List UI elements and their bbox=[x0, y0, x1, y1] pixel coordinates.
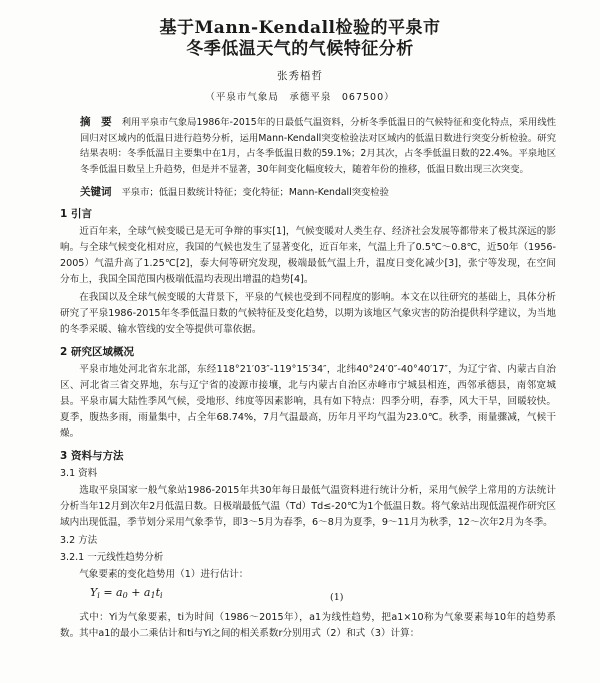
section-3-2-1-intro: 气象要素的变化趋势用（1）进行估计： bbox=[79, 569, 249, 580]
section-3-2-1-heading: 3.2.1 一元线性趋势分析 bbox=[60, 552, 164, 563]
equation-definitions: 式中：Yi为气象要素，ti为时间（1986～2015年），a1为线性趋势，把a1×10称为气象要素每10年的趋势系数。其中a1的最小二乘估计和ti与Yi之间的相关系数r分别用式（2）和式（3）计算： bbox=[60, 612, 556, 639]
section-3-2-heading: 3.2 方法 bbox=[60, 535, 98, 546]
section-2-paragraph-1: 平泉市地处河北省东北部，东经118°21′03″-119°15′34″，北纬40°24′0″-40°40′17″，为辽宁省、内蒙古自治区、河北省三省交界地，东与辽宁省的凌源市接壤，北与内蒙古自治区赤峰市宁城县相连，西邻承德县，南邻宽城县。平泉市属大陆性季风气候，受地形、纬度等因素影响，具有如下特点：四季分明，春季，风大干旱，回暖较快。夏季，腹热多雨，雨量集中，占全年68.74%，7月气温最高，历年月平均气温为23.0℃。秋季，雨量骤减，气候干燥。 bbox=[60, 364, 556, 439]
abstract-text: 利用平泉市气象局1986年-2015年的日最低气温资料，分析冬季低温日的气候特征和变化特点，采用线性回归对区域内的低温日进行趋势分析，运用Mann-Kendall突变检验法对区域内的低温日数进行突变分析检验。研究结果表明：冬季低温日主要集中在1月，占冬季低温日数的59.1%；2月其次，占冬季低温日数的22.4%。平泉地区冬季低温日数呈上升趋势，但是并不显著，30年间变化幅度较大，随着年份的推移，低温日数出现三次突变。 bbox=[80, 117, 556, 175]
abstract-label: 摘 要 bbox=[80, 116, 112, 128]
section-3-heading: 3 资料与方法 bbox=[60, 450, 124, 462]
keywords-text: 平泉市；低温日数统计特征；变化特征；Mann-Kendall突变检验 bbox=[121, 187, 389, 198]
section-2-heading: 2 研究区域概况 bbox=[60, 346, 134, 358]
keywords-label: 关键词 bbox=[80, 186, 112, 198]
section-1-paragraph-1: 近百年来，全球气候变暖已是无可争辩的事实[1]，气候变暖对人类生存、经济社会发展等都带来了极其深远的影响。与全球气候变化相对应，我国的气候也发生了显著变化，近百年来，气温上升了0.5℃～0.8℃，近50年（1956-2005）气温升高了1.25℃[2]，泰大何等研究发现，极端最低气温上升，温度日变化减少[3]，张宁等发现，在空间分布上，我国全国范围内极端低温均表现出增温的趋势[4]。 bbox=[60, 226, 556, 285]
keywords bbox=[80, 185, 556, 200]
affiliation: （平泉市气象局 承德平泉 067500） bbox=[205, 92, 395, 103]
section-3-1-paragraph: 选取平泉国家一般气象站1986-2015年共30年每日最低气温资料进行统计分析，采用气候学上常用的方法统计分析当年12月到次年2月低温日数。日极端最低气温（Td）Td≤-20℃为1个低温日数。将气象站出现低温视作研究区域内出现低温，季节划分采用气象季节，即3～5月为春季，6～8月为夏季，9～11月为秋季，12～次年2月为冬季。 bbox=[60, 485, 556, 528]
equation-1-number: (1) bbox=[330, 592, 344, 603]
equation-1: $Y_i = a_0 + a_1t_i$ (1) bbox=[90, 586, 344, 603]
paper-title-line1: 基于Mann-Kendall检验的平泉市 bbox=[159, 18, 441, 38]
section-3-1-heading: 3.1 资料 bbox=[60, 468, 98, 479]
section-1-paragraph-2: 在我国以及全球气候变暖的大背景下，平泉的气候也受到不同程度的影响。本文在以往研究的基础上，具体分析研究了平泉1986-2015年冬季低温日数的气候特征及变化趋势，以期为该地区气象灾害的防治提供科学建议，为当地的冬季采暖、输水管线的安全等提供可靠依据。 bbox=[60, 292, 556, 335]
author: 张秀梧哲 bbox=[277, 70, 323, 82]
paper-title-line2: 冬季低温天气的气候特征分析 bbox=[186, 39, 414, 59]
abstract bbox=[80, 115, 556, 177]
section-1-heading: 1 引言 bbox=[60, 208, 92, 220]
